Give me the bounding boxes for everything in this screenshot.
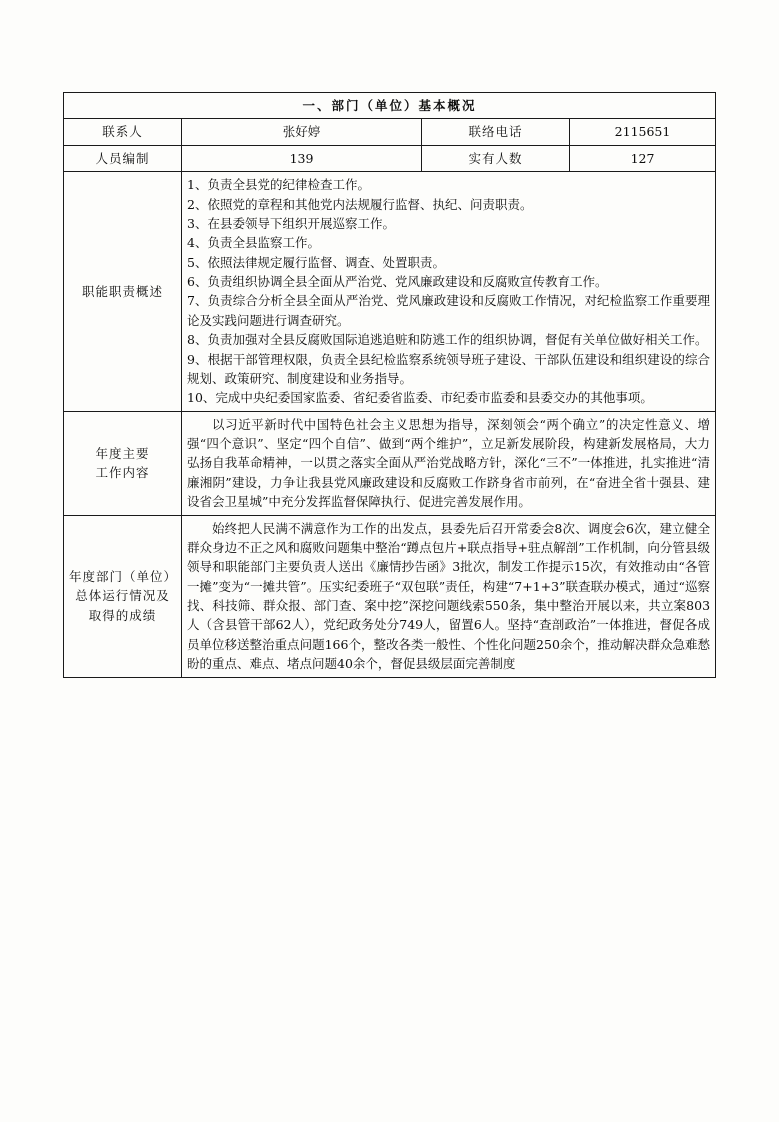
department-overview-table [63,92,716,678]
performance-label-line: 年度部门（单位） [69,568,178,584]
annual-work-label [64,411,182,515]
annual-work-paragraph: 以习近平新时代中国特色社会主义思想为指导，深刻领会“两个确立”的决定性意义、增强“四个意识”、坚定“四个自信”、做到“两个维护”，立足新发展阶段，构建新发展格局，大力弘扬自我革命精神，一以贯之落实全面从严治党战略方针，深化“三不”一体推进，扎实推进“清廉湘阴”建设，力争让我县党风廉政建设和反腐败工作跻身省市前列，在“奋进全省十强县、建设省会卫星城”中充分发挥监督保障执行、促进完善发展作用。 [187,416,711,510]
staff-quota-label: 人员编制 [64,145,182,171]
performance-label-line: 取得的成绩 [88,607,157,623]
table-row-duties [64,172,716,412]
page-title: 一、部门（单位）基本概况 [64,93,716,119]
contact-phone-label: 联络电话 [422,119,570,145]
performance-label-line: 总体运行情况及 [75,588,170,604]
contact-person-label: 联系人 [64,119,182,145]
annual-work-label-line: 工作内容 [95,465,150,481]
duties-item: 9、根据干部管理权限，负责全县纪检监察系统领导班子建设、干部队伍建设和组织建设的综合规划、政策研究、制度建设和业务指导。 [187,351,711,386]
duties-item: 8、负责加强对全县反腐败国际追逃追赃和防逃工作的组织协调，督促有关单位做好相关工作。 [187,332,708,348]
table-row-contact [64,119,716,145]
actual-staff-value: 127 [570,145,716,171]
table-row-performance [64,515,716,677]
duties-item: 6、负责组织协调全县全面从严治党、党风廉政建设和反腐败宣传教育工作。 [187,274,608,289]
contact-person-value: 张好婷 [182,119,422,145]
annual-work-content [182,411,716,515]
duties-item: 7、负责综合分析全县全面从严治党、党风廉政建设和反腐败工作情况，对纪检监察工作重要理论及实践问题进行调查研究。 [187,293,711,328]
performance-content [182,515,716,677]
duties-item: 1、负责全县党的纪律检查工作。 [187,177,370,193]
table-row-staffing [64,145,716,171]
duties-item: 3、在县委领导下组织开展巡察工作。 [187,215,395,231]
contact-phone-value: 2115651 [570,119,716,145]
duties-item: 2、依照党的章程和其他党内法规履行监督、执纪、问责职责。 [187,196,533,212]
duties-label: 职能职责概述 [64,172,182,412]
duties-content [182,172,716,412]
performance-label [64,515,182,677]
actual-staff-label: 实有人数 [422,145,570,171]
duties-item: 5、依照法律规定履行监督、调查、处置职责。 [187,254,445,270]
staff-quota-value: 139 [182,145,422,171]
table-row-title [64,93,716,119]
duties-item: 10、完成中央纪委国家监委、省纪委省监委、市纪委市监委和县委交办的其他事项。 [187,390,653,406]
duties-item: 4、负责全县监察工作。 [187,235,320,251]
table-row-annual-work [64,411,716,515]
performance-paragraph: 始终把人民满不满意作为工作的出发点，县委先后召开常委会8次、调度会6次，建立健全群众身边不正之风和腐败问题集中整治“蹲点包片+联点指导+驻点解剖”工作机制，向分管县级领导和职能部门主要负责人送出《廉情抄告函》3批次，制发工作提示15次，有效推动由“各管一摊”变为“一摊共管”。压实纪委班子“双包联”责任，构建“7+1+3”联查联办模式，通过“巡察找、科技筛、群众报、部门查、案中挖”深挖问题线索550条，集中整治开展以来，共立案803人（含县管干部62人），党纪政务处分749人，留置6人。坚持“查剖政治”一体推进，督促各成员单位移送整治重点问题166个，整改各类一般性、个性化问题250余个，推动解决群众急难愁盼的重点、难点、堵点问题40余个，督促县级层面完善制度 [187,520,711,672]
annual-work-label-line: 年度主要 [95,445,150,461]
